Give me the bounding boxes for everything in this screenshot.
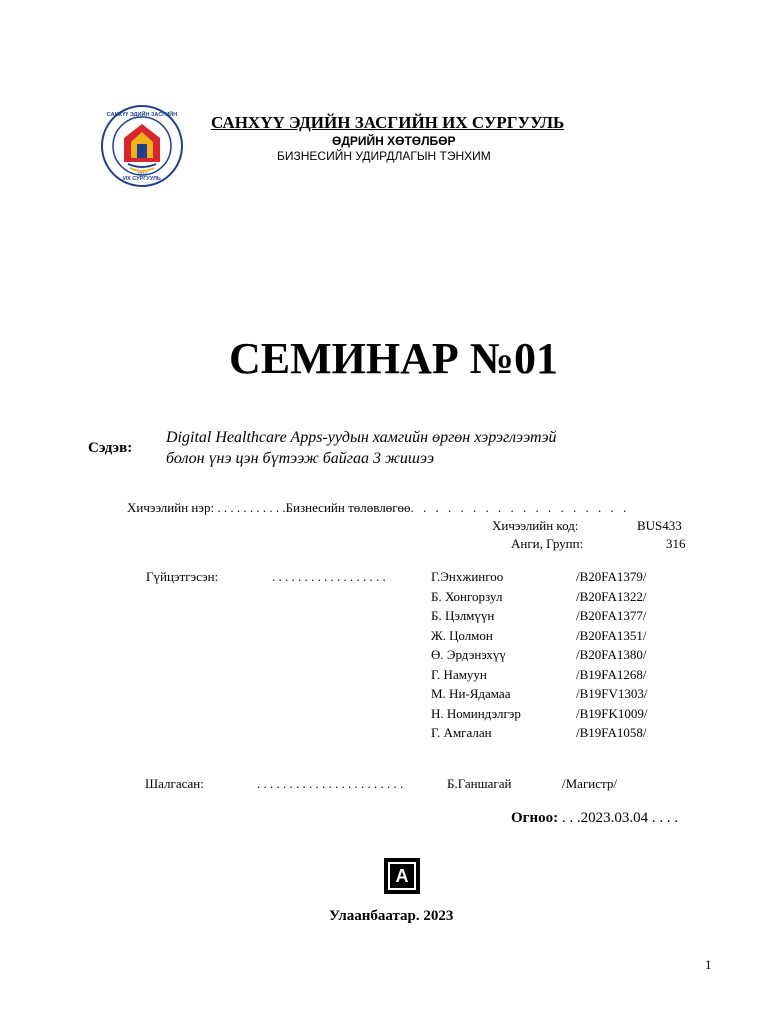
student-id: /B20FA1377/ xyxy=(576,608,647,623)
student-name: Н. Номиндэлгэр xyxy=(431,705,521,721)
date-label: Огноо: xyxy=(511,810,559,826)
page-title: СЕМИНАР №01 xyxy=(229,334,558,383)
list-item xyxy=(431,706,731,726)
performers-label: Гүйцэтгэсэн: xyxy=(146,569,219,584)
footer-logo-letter: A xyxy=(395,866,409,886)
topic-label: Сэдэв: xyxy=(88,440,133,456)
logo-year: 1924 xyxy=(136,171,148,176)
course-name-label: Хичээлийн нэр: xyxy=(127,500,215,515)
course-name-dots: . . . . . . . . . . . xyxy=(214,500,286,515)
date-value: . . .2023.03.04 . . . . xyxy=(558,810,679,826)
class-value: 316 xyxy=(666,536,686,551)
student-id: /B19FA1058/ xyxy=(576,725,647,740)
list-item xyxy=(431,628,731,648)
student-name: Г. Намуун xyxy=(431,666,487,682)
checker-title: /Магистр/ xyxy=(562,776,617,791)
student-name: Г. Амгалан xyxy=(431,725,492,740)
course-name-value: Бизнесийн төлөвлөгөө xyxy=(285,500,411,515)
student-id: /B19FV1303/ xyxy=(576,686,648,701)
list-item xyxy=(431,569,731,589)
topic-line-2: болон үнэ цэн бүтээж байгаа 3 жишээ xyxy=(166,450,435,467)
student-id: /B19FK1009/ xyxy=(576,705,648,721)
student-name: М. Ни-Ядамаа xyxy=(431,686,511,701)
course-name-dots-after: . . . . . . . . . . . . . . . . . . xyxy=(410,500,630,515)
student-id: /B19FA1268/ xyxy=(576,666,647,682)
student-id: /B20FA1351/ xyxy=(576,627,647,643)
course-name-row xyxy=(127,500,629,516)
department-name: БИЗНЕСИЙН УДИРДЛАГЫН ТЭНХИМ xyxy=(277,149,491,163)
logo-text-top: САНХҮҮ ЭДИЙН ЗАСГИЙН xyxy=(106,112,178,118)
university-logo xyxy=(100,104,184,188)
topic-line-1: Digital Healthcare Apps-уудын хамгийн өргөн хэрэглээтэй xyxy=(166,429,557,446)
footer-city-year: Улаанбаатар. 2023 xyxy=(329,908,454,924)
program-name: ӨДРИЙН ХӨТӨЛБӨР xyxy=(332,134,456,148)
logo-text-bottom: ИХ СУРГУУЛЬ xyxy=(123,176,161,182)
course-code-label: Хичээлийн код: xyxy=(492,518,579,533)
student-name: Ө. Эрдэнэхүү xyxy=(431,647,506,662)
list-item xyxy=(431,589,731,609)
student-name: Г.Энхжингоо xyxy=(431,569,504,584)
course-code-value: BUS433 xyxy=(637,518,682,533)
class-label: Анги, Групп: xyxy=(511,536,584,551)
date-row xyxy=(511,810,678,827)
checker-dots: . . . . . . . . . . . . . . . . . . . . . . . xyxy=(257,776,404,791)
list-item xyxy=(431,647,731,667)
checker-label: Шалгасан: xyxy=(145,776,204,791)
list-item xyxy=(431,686,731,706)
student-id: /B20FA1379/ xyxy=(576,569,647,584)
university-name: САНХҮҮ ЭДИЙН ЗАСГИЙН ИХ СУРГУУЛЬ xyxy=(211,113,565,132)
student-list xyxy=(431,569,731,745)
student-name: Б. Цэлмүүн xyxy=(431,608,495,623)
list-item xyxy=(431,608,731,628)
list-item xyxy=(431,667,731,687)
list-item xyxy=(431,725,731,745)
student-name: Ж. Цолмон xyxy=(431,627,493,643)
footer-logo-icon xyxy=(384,858,420,894)
student-name: Б. Хонгорзул xyxy=(431,588,503,604)
checker-name: Б.Ганшагай xyxy=(447,776,512,791)
student-id: /B20FA1380/ xyxy=(576,647,647,662)
page-number: 1 xyxy=(705,957,712,972)
student-id: /B20FA1322/ xyxy=(576,588,647,604)
performers-dots: . . . . . . . . . . . . . . . . . . xyxy=(272,569,386,584)
